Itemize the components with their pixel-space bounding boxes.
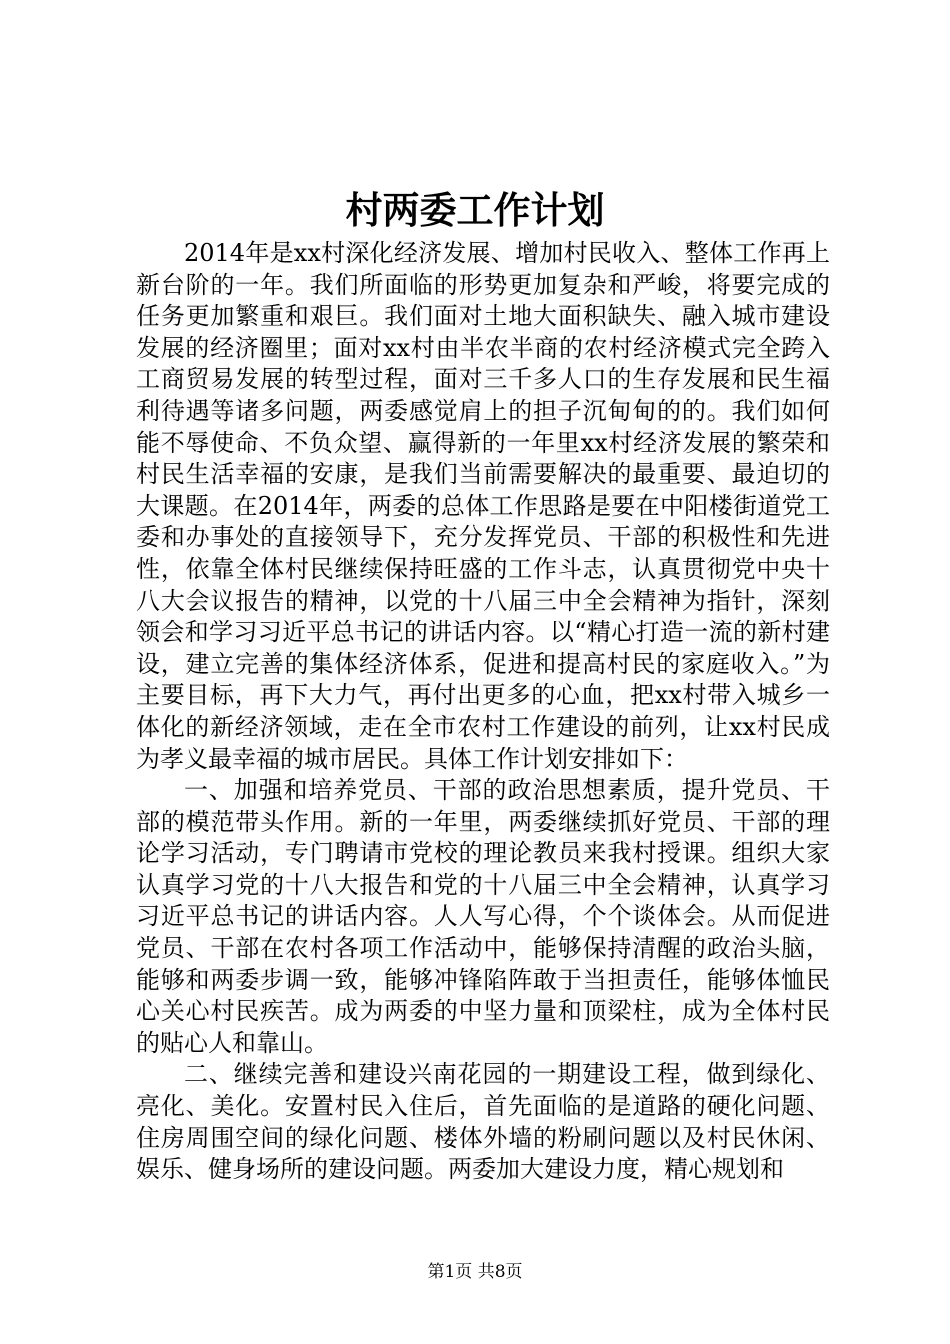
paragraph-section-1: 一、加强和培养党员、干部的政治思想素质，提升党员、干部的模范带头作用。新的一年里，两委继续抓好党员、干部的理论学习活动，专门聘请市党校的理论教员来我村授课。组织大家认真学习党的十八大报告和党的十八届三中全会精神，认真学习习近平总书记的讲话内容。人人写心得，个个谈体会。从而促进党员、干部在农村各项工作活动中，能够保持清醒的政治头脑，能够和两委步调一致，能够冲锋陷阵敢于当担责任，能够体恤民心关心村民疾苦。成为两委的中坚力量和顶梁柱，成为全体村民的贴心人和靠山。	[136, 776, 830, 1057]
document-body	[136, 238, 830, 1186]
page-title: 村两委工作计划	[345, 188, 605, 232]
page-footer: 第1页 共8页	[427, 1262, 523, 1282]
paragraph-intro: 2014年是xx村深化经济发展、增加村民收入、整体工作再上新台阶的一年。我们所面临的形势更加复杂和严峻，将要完成的任务更加繁重和艰巨。我们面对土地大面积缺失、融入城市建设发展的经济圈里；面对xx村由半农半商的农村经济模式完全跨入工商贸易发展的转型过程，面对三千多人口的生存发展和民生福利待遇等诸多问题，两委感觉肩上的担子沉甸甸的的。我们如何能不辱使命、不负众望、赢得新的一年里xx村经济发展的繁荣和村民生活幸福的安康，是我们当前需要解决的最重要、最迫切的大课题。在2014年，两委的总体工作思路是要在中阳楼街道党工委和办事处的直接领导下，充分发挥党员、干部的积极性和先进性，依靠全体村民继续保持旺盛的工作斗志，认真贯彻党中央十八大会议报告的精神，以党的十八届三中全会精神为指针，深刻领会和学习习近平总书记的讲话内容。以“精心打造一流的新村建设，建立完善的集体经济体系，促进和提高村民的家庭收入。”为主要目标，再下大力气，再付出更多的心血，把xx村带入城乡一体化的新经济领域，走在全市农村工作建设的前列，让xx村民成为孝义最幸福的城市居民。具体工作计划安排如下：	[136, 239, 830, 773]
paragraph-section-2: 二、继续完善和建设兴南花园的一期建设工程，做到绿化、亮化、美化。安置村民入住后，首先面临的是道路的硬化问题、住房周围空间的绿化问题、楼体外墙的粉刷问题以及村民休闲、娱乐、健身场所的建设问题。两委加大建设力度，精心规划和	[136, 1060, 830, 1184]
